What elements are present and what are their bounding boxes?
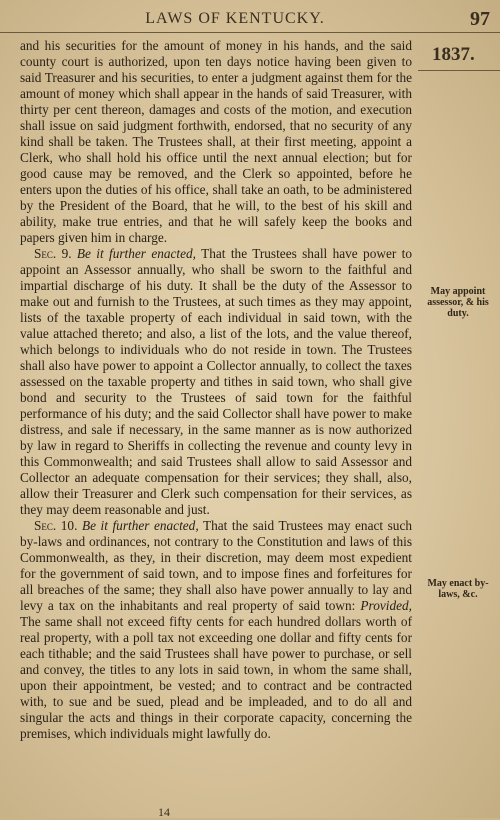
page-number: 97 [470,8,490,30]
section-9-label: Sec. 9. [34,246,72,261]
margin-note-assessor: May appoint assessor, & his duty. [427,286,489,319]
section-10-text-b: The same shall not exceed fifty cents for each hundred dollars worth of real property, with a poll tax not exceeding one dollar and fifty cents for each tithable; and the said Trustees shall have power to purchase, or sell and convey, the titles to any lots in said town, in whom the same shall, upon their appointment, be vested; and to contract and be contracted with, to sue and be sued, plead and be impleaded, and to do all and singular the acts and things in their corporate capacity, concerning the premises, which individuals might lawfully do. [20,614,412,741]
year-label: 1837. [432,44,475,65]
section-10-enacting-clause: Be it further enacted, [81,518,199,533]
section-10-label: Sec. 10. [34,518,78,533]
running-head: LAWS OF KENTUCKY. [145,10,325,27]
margin-note-bylaws: May enact by-laws, &c. [427,578,489,600]
body-text [20,38,412,742]
section-9-enacting-clause: Be it further enacted, [76,246,196,261]
year-margin [418,40,500,71]
section-10 [20,518,412,742]
page-header [0,6,500,33]
paragraph-continuation: and his securities for the amount of money in his hands, and the said county court is authorized, upon ten days notice having been given to said Treasurer and his securities, to enter a judgment against them for the amount of money which shall appear in the hands of said Treasurer, with thirty per cent thereon, damages and costs of the motion, and execution shall issue on said judgment forthwith, endorsed, that no security of any kind shall be taken. The Trustees shall, at their first meeting, appoint a Clerk, who shall hold his office until the next annual election; but for good cause may be removed, and the Clerk so appointed, before he enters upon the duties of his office, shall take an oath, to be administered by the President of the Board, that he will, to the best of his skill and ability, make true entries, and that he will safely keep the books and papers given him in charge. [20,38,412,245]
section-10-proviso: Provided, [360,598,412,613]
signature-mark: 14 [158,805,170,819]
section-9 [20,246,412,518]
section-9-text: That the Trustees shall have power to appoint an Assessor annually, who shall be sworn to the faithful and impartial discharge of his duty. It shall be the duty of the Assessor to make out and furnish to the Trustees, at such times as they may appoint, lists of the taxable property of each individual in said town, with the value attached thereto; and also, a list of the lots, and the value thereof, which belongs to individuals who do not reside in town. The Trustees shall also have power to appoint a Collector annually, to collect the taxes assessed on the taxable property and tithes in said town, who shall give bond and security to the Trustees of said town for the faithful performance of his duty; and the said Collector shall have power to make distress, and sale if necessary, in the same manner as is now authorized by law in regard to Sheriffs in collecting the revenue and county levy in this Commonwealth; and said Trustees shall allow to said Assessor and Collector an adequate compensation for their services; they shall, also, allow their Treasurer and Clerk such compensation for their services, as they may deem reasonable and just. [20,246,412,517]
section-10-text-a: That the said Trustees may enact such by-laws and ordinances, not contrary to the Constitution and laws of this Commonwealth, as they, in their discretion, may deem most expedient for the government of said town, and to impose fines and forfeitures for all breaches of the same; they shall also have power annually to lay and levy a tax on the inhabitants and real property of said town: [20,518,412,613]
